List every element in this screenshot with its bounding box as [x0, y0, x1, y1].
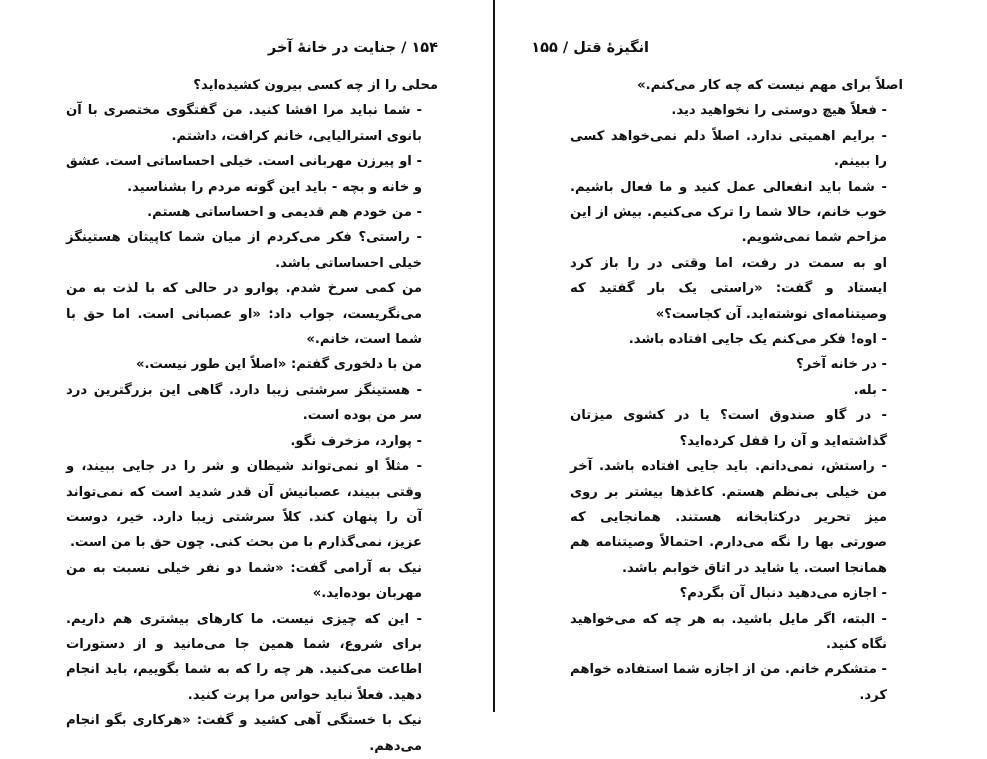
paragraph: - در گاو صندوق است؟ یا در کشوی میزتان گذاشته‌اید و آن را قفل کرده‌اید؟ [570, 408, 887, 449]
left-page-header: ۱۵۴ / جنایت در خانهٔ آخر [267, 40, 438, 56]
paragraph: نیک به آرامی گفت: «شما دو نفر خیلی نسبت به من مهربان بوده‌اید.» [66, 560, 422, 602]
paragraph: - هستینگز سرشتی زیبا دارد. گاهی این بزرگترین درد سر من بوده است. [66, 382, 422, 424]
paragraph: - پوارد، مزخرف نگو. [290, 433, 422, 449]
paragraph: محلی را از چه کسی بیرون کشیده‌اید؟ [193, 78, 438, 93]
paragraph: - او پیرزن مهربانی است. خیلی احساساتی است. عشق و خانه و بچه - باید این گونه مردم را بشناسید. [66, 154, 422, 195]
paragraph: - این که چیزی نیست. ما کارهای بیشتری هم داریم. برای شروع، شما همین جا می‌مانید و از دستورات اطاعت می‌کنید. هر چه را که به شما بگوییم، باید انجام دهید. فعلاً نباید حواس مرا پرت کنید. [66, 611, 422, 703]
right-page-header: انگیزهٔ قتل / ۱۵۵ [531, 40, 649, 56]
paragraph: من کمی سرخ شدم. پوارو در حالی که با لذت به من می‌نگریست، جواب داد: «او عصبانی است. اما حق با شما است، خانم.» [66, 281, 422, 348]
paragraph: - فعلاً هیچ دوستی را نخواهید دید. [671, 103, 887, 119]
paragraph: من با دلخوری گفتم: «اصلاً این طور نیست.» [135, 357, 422, 373]
left-page [0, 0, 493, 754]
paragraph: - در خانه آخر؟ [796, 357, 887, 373]
paragraph: - راستش، نمی‌دانم. باید جایی افتاده باشد. آخر من خیلی بی‌نظم هستم. کاغذها بیشتر بر روی میز تحریر درکتابخانه هستند. همانجایی که صورتی بها را نگه می‌دارم. احتمالاً وصیتنامه هم همانجا است. یا شاید در اتاق خوابم باشد. [570, 459, 887, 576]
right-page-body [570, 73, 903, 708]
paragraph: - اوه! فکر می‌کنم یک جایی افتاده باشد. [628, 332, 887, 348]
paragraph: - اجازه می‌دهید دنبال آن بگردم؟ [679, 586, 887, 602]
paragraph: او به سمت در رفت، اما وقتی در را باز کرد ایستاد و گفت: «راستی یک بار گفتید که وصیتنامه‌ای نوشته‌اید. آن کجاست؟» [570, 255, 887, 322]
paragraph: - من خودم هم قدیمی و احساساتی هستم. [147, 205, 422, 221]
paragraph: اصلاً برای مهم نیست که چه کار می‌کنم.» [637, 78, 903, 93]
left-page-body [66, 73, 438, 759]
paragraph: - شما باید انفعالی عمل کنید و ما فعال باشیم. خوب خانم، حالا شما را ترک می‌کنیم. بیش از این مزاحم شما نمی‌شویم. [570, 179, 887, 246]
paragraph: - متشکرم خانم. من از اجازه شما استفاده خواهم کرد. [570, 662, 887, 703]
right-page [495, 0, 987, 712]
paragraph: - شما نباید مرا افشا کنید. من گفتگوی مختصری با آن بانوی استرالیایی، خانم کرافت، داشتم. [66, 103, 422, 144]
paragraph: - بله. [853, 382, 887, 398]
paragraph: - مثلاً او نمی‌تواند شیطان و شر را در جایی ببیند، و وقتی ببیند، عصبانیش آن قدر شدید است که نمی‌تواند آن را پنهان کند. کلاً سرشتی زیبا دارد. خیر، دوست عزیز، نمی‌گذارم با من بحث کنی. چون حق با من است. [66, 459, 422, 551]
paragraph: - راستی؟ فکر می‌کردم از میان شما کاپیتان هستینگز خیلی احساساتی باشد. [66, 230, 422, 271]
paragraph: - البته، اگر مایل باشید. به هر چه که می‌خواهید نگاه کنید. [570, 611, 887, 652]
paragraph: نیک با خستگی آهی کشید و گفت: «هرکاری بگو انجام می‌دهم. [66, 713, 422, 754]
paragraph: - برایم اهمیتی ندارد. اصلاً دلم نمی‌خواهد کسی را ببینم. [570, 128, 887, 170]
